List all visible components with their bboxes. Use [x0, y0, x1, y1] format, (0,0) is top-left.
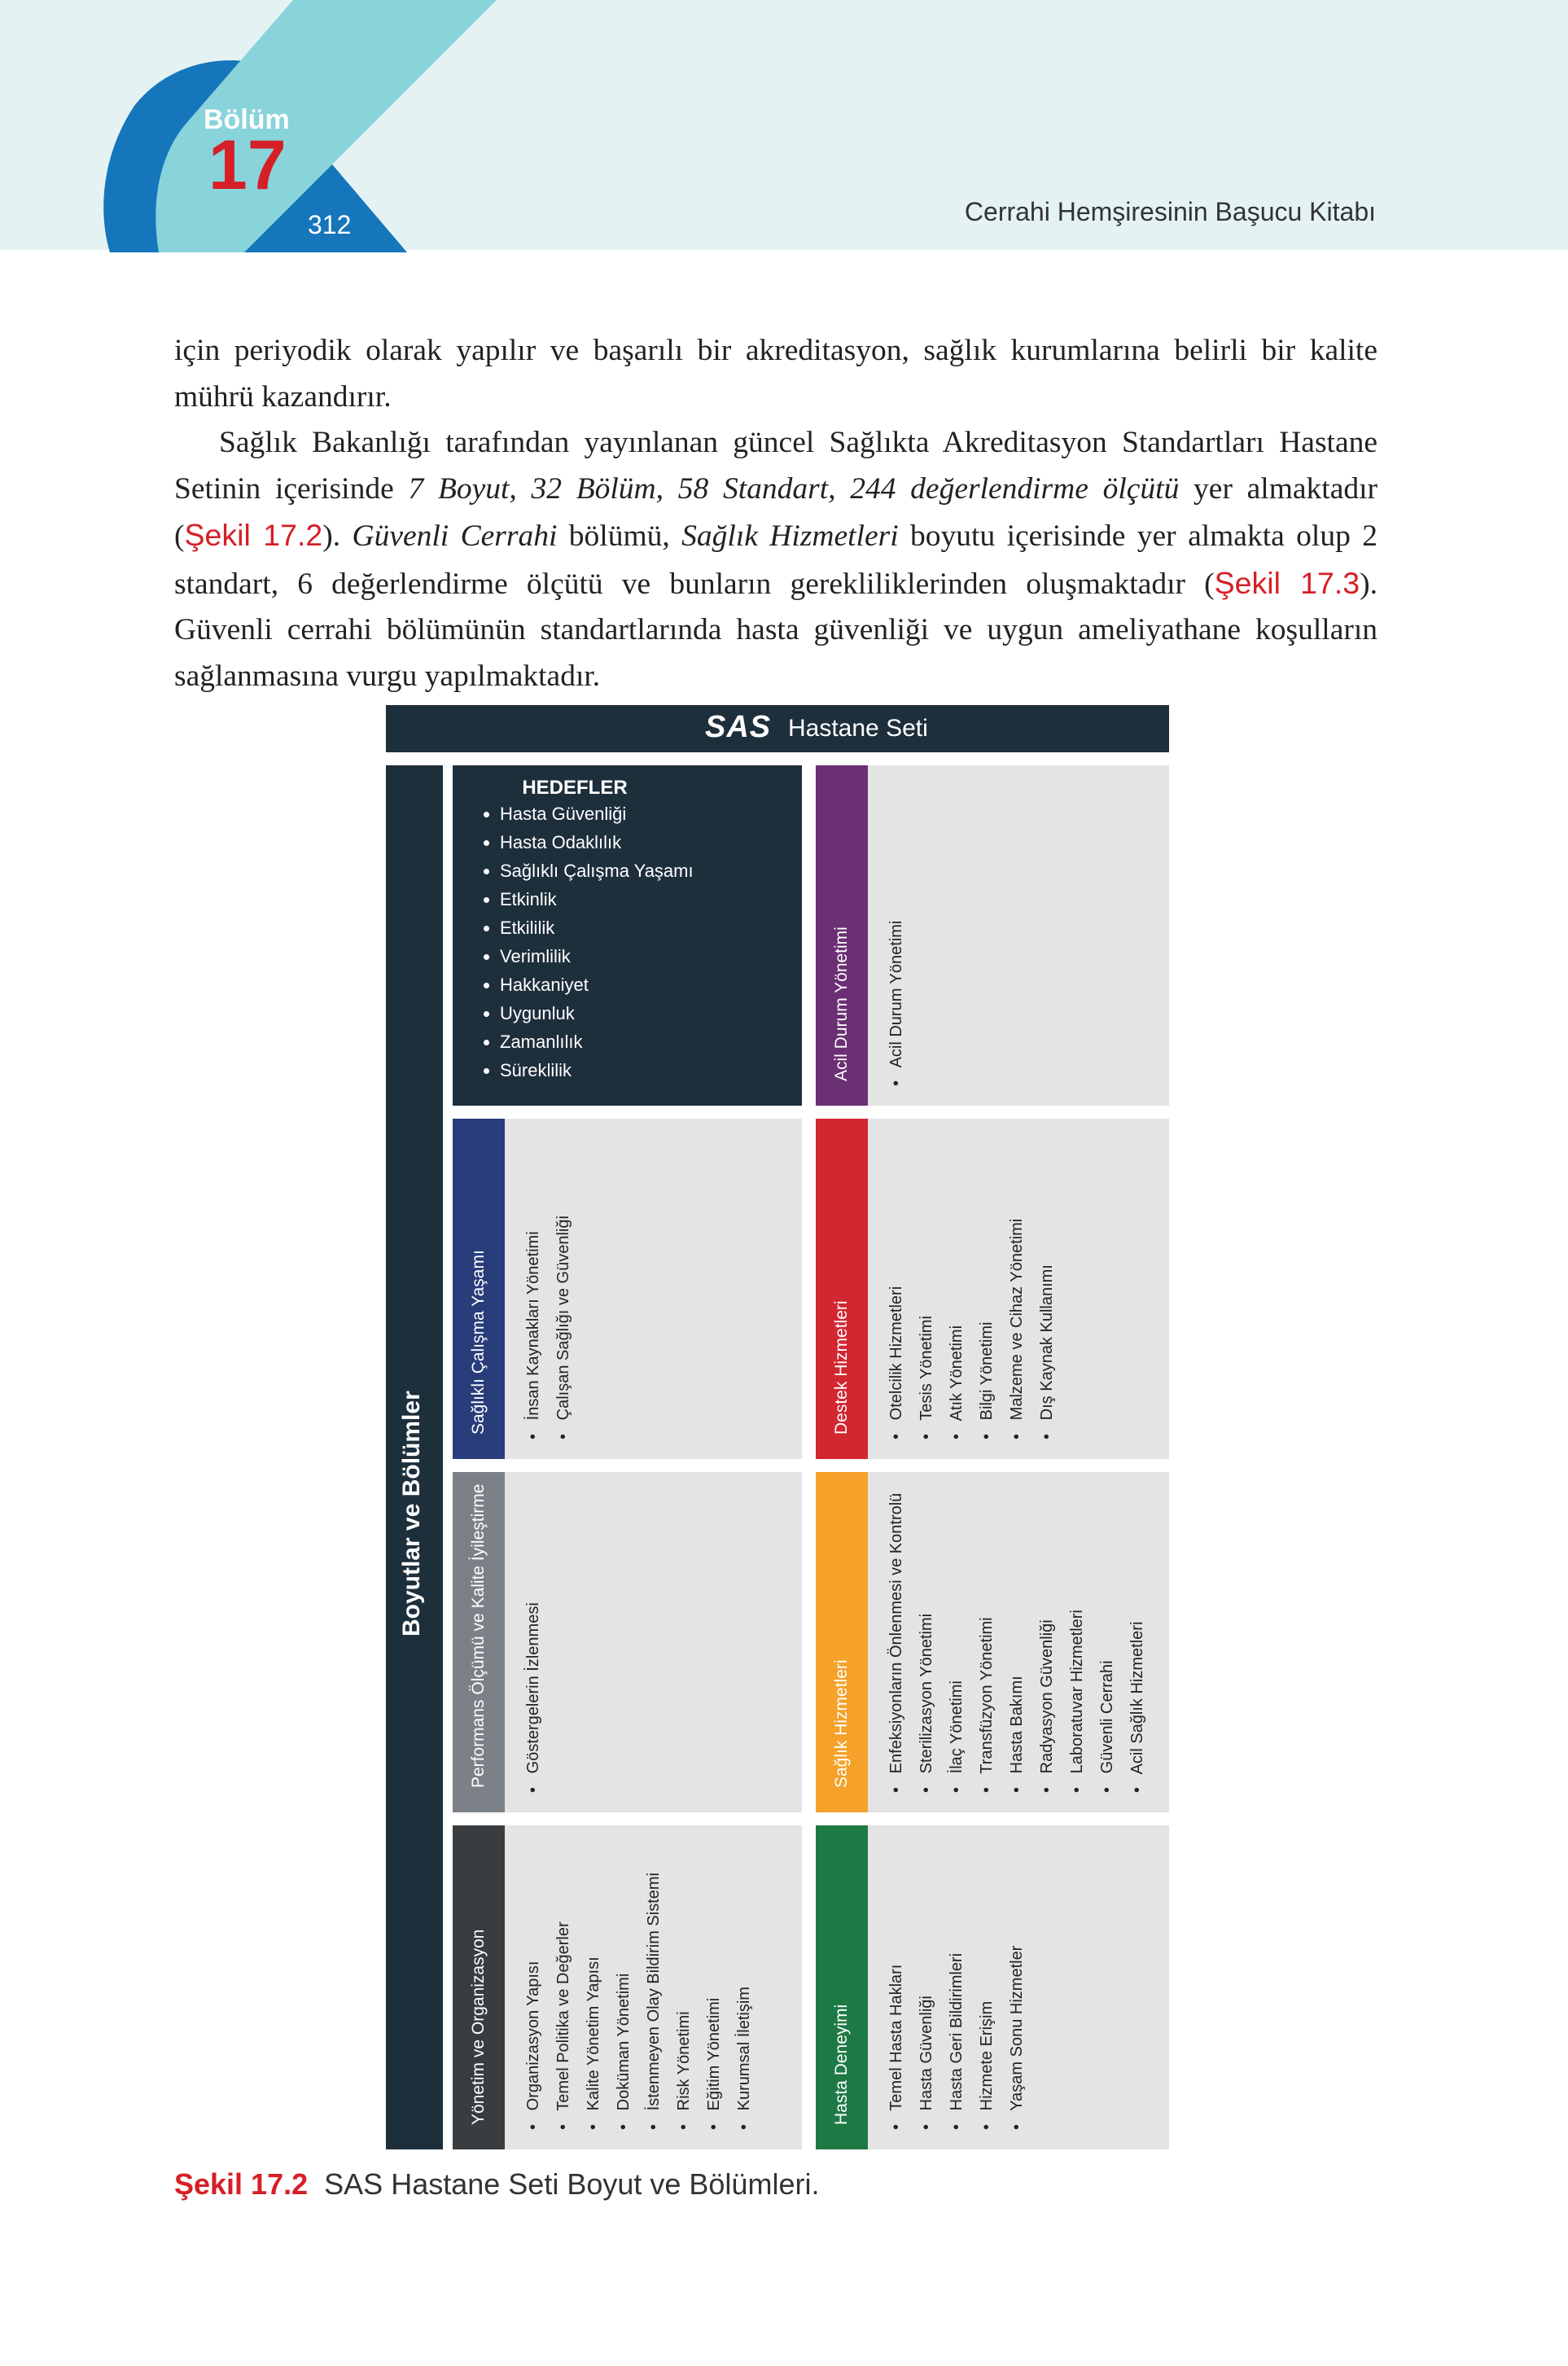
section-item: • Doküman Yönetimi — [615, 1973, 633, 2130]
chapter-number: 17 — [208, 126, 287, 204]
text-run: ). Güvenli cerrahi bölümünün standartlarında hasta güvenliği ve uygun ameliyathane koşulların sağlanmasına vurgu yapılmaktadır. — [174, 567, 1377, 693]
dimension-name: Hasta Deneyimi — [832, 2004, 851, 2125]
dimension-panel — [453, 1472, 802, 1812]
dimension-name: Yönetim ve Organizasyon — [469, 1929, 488, 2125]
section-item: • Kurumsal İletişim — [735, 1987, 753, 2130]
dimension-strip — [816, 1825, 868, 2149]
dimension-strip — [816, 765, 868, 1106]
text-run: bölümü, — [557, 519, 682, 553]
dimension-strip — [816, 1472, 868, 1812]
dimension-panel — [816, 1472, 1169, 1812]
section-item: • Göstergelerin İzlenmesi — [524, 1602, 542, 1793]
section-item: • Laboratuvar Hizmetleri — [1068, 1610, 1086, 1793]
caption-text: SAS Hastane Seti Boyut ve Bölümleri. — [324, 2167, 820, 2201]
section-item: • Hasta Güvenliği — [918, 1996, 935, 2130]
section-item: • Yaşam Sonu Hizmetler — [1008, 1945, 1026, 2130]
goal-item: • Süreklilik — [500, 1056, 694, 1084]
dimension-strip — [453, 1825, 505, 2149]
dimension-name: Acil Durum Yönetimi — [832, 927, 851, 1081]
section-item: • Eğitim Yönetimi — [705, 1997, 723, 2130]
goal-item: • Etkililik — [500, 914, 694, 942]
goal-item: • Hakkaniyet — [500, 970, 694, 999]
section-item: • Malzeme ve Cihaz Yönetimi — [1008, 1218, 1026, 1439]
text-run-italic: 7 Boyut, 32 Bölüm, 58 Standart, 244 değerlendirme ölçütü — [408, 471, 1180, 506]
goals-box — [453, 765, 802, 1106]
text-run: yer almaktadır ( — [174, 471, 1377, 553]
figure-title: Hastane Seti — [788, 715, 928, 742]
chapter-label: Bölüm — [204, 104, 290, 135]
figure-title-bar — [386, 705, 1169, 752]
section-item: • Organizasyon Yapısı — [524, 1961, 542, 2130]
section-item: • Hasta Bakımı — [1008, 1676, 1026, 1793]
goal-item: • Uygunluk — [500, 999, 694, 1027]
figure-ref-17-2[interactable]: Şekil 17.2 — [184, 518, 323, 552]
sas-figure — [386, 705, 1169, 2149]
goals-title: HEDEFLER — [522, 777, 628, 799]
section-item: • Otelcilik Hizmetleri — [887, 1286, 905, 1439]
dimension-panel — [453, 1825, 802, 2149]
book-title: Cerrahi Hemşiresinin Başucu Kitabı — [964, 197, 1376, 226]
section-item: • Bilgi Yönetimi — [978, 1321, 996, 1439]
section-item: • İnsan Kaynakları Yönetimi — [524, 1231, 542, 1439]
section-item: • Atık Yönetimi — [948, 1325, 966, 1439]
section-item: • Tesis Yönetimi — [918, 1316, 935, 1439]
side-label: Boyutlar ve Bölümler — [398, 1391, 425, 1636]
section-item: • Sterilizasyon Yönetimi — [918, 1613, 935, 1793]
section-item: • İlaç Yönetimi — [948, 1680, 966, 1793]
dimension-panel — [816, 1825, 1169, 2149]
text-run: boyutu içerisinde yer almakta olup 2 standart, 6 değerlendirme ölçütü ve bunların gerekliliklerinden oluşmaktadır ( — [174, 519, 1377, 601]
goal-item: • Verimlilik — [500, 942, 694, 970]
figure-ref-17-3[interactable]: Şekil 17.3 — [1214, 565, 1360, 600]
dimension-panel — [816, 1119, 1169, 1459]
dimension-strip — [453, 1119, 505, 1459]
figure-caption — [174, 2167, 819, 2202]
body-text — [174, 328, 1377, 699]
section-item: • Çalışan Sağlığı ve Güvenliği — [554, 1216, 572, 1439]
dimension-strip — [453, 1472, 505, 1812]
page-number: 312 — [308, 210, 352, 239]
text-run: ). — [322, 519, 353, 553]
goals-list — [453, 800, 694, 1084]
section-item: • Temel Hasta Hakları — [887, 1964, 905, 2130]
dimension-name: Sağlık Hizmetleri — [832, 1659, 851, 1788]
section-item: • Acil Sağlık Hizmetleri — [1128, 1621, 1146, 1793]
text-run: Sağlık Bakanlığı tarafından yayınlanan güncel Sağlıkta Akreditasyon Standartları Hastane Setinin içerisinde — [174, 426, 1377, 506]
section-item: • Kalite Yönetim Yapısı — [585, 1956, 602, 2130]
dimension-panel — [453, 1119, 802, 1459]
caption-label: Şekil 17.2 — [174, 2167, 309, 2201]
sas-logo: SAS — [705, 710, 772, 744]
side-bar — [386, 765, 443, 2149]
goal-item: • Zamanlılık — [500, 1027, 694, 1056]
section-item: • Güvenli Cerrahi — [1098, 1660, 1116, 1793]
dimension-name: Destek Hizmetleri — [832, 1300, 851, 1435]
goal-item: • Etkinlik — [500, 885, 694, 914]
section-item: • Risk Yönetimi — [675, 2011, 693, 2130]
section-item: • Temel Politika ve Değerler — [554, 1921, 572, 2130]
dimension-panel — [816, 765, 1169, 1106]
paragraph-1: için periyodik olarak yapılır ve başarılı bir akreditasyon, sağlık kurumlarına belirli bir kalite mührü kazandırır. — [174, 334, 1377, 414]
section-item: • Acil Durum Yönetimi — [887, 920, 905, 1086]
section-item: • Radyasyon Güvenliği — [1038, 1619, 1056, 1793]
text-run-italic: Güvenli Cerrahi — [352, 519, 558, 553]
section-item: • Enfeksiyonların Önlenmesi ve Kontrolü — [887, 1492, 905, 1793]
dimension-name: Performans Ölçümü ve Kalite İyileştirme — [469, 1483, 488, 1788]
dimension-strip — [816, 1119, 868, 1459]
section-item: • Hizmete Erişim — [978, 2000, 996, 2130]
text-run-italic: Sağlık Hizmetleri — [681, 519, 899, 553]
section-item: • Dış Kaynak Kullanımı — [1038, 1264, 1056, 1439]
paragraph-2 — [174, 420, 1377, 699]
section-item: • Hasta Geri Bildirimleri — [948, 1952, 966, 2130]
goal-item: • Sağlıklı Çalışma Yaşamı — [500, 857, 694, 885]
dimension-name: Sağlıklı Çalışma Yaşamı — [469, 1250, 488, 1435]
section-item: • Transfüzyon Yönetimi — [978, 1617, 996, 1793]
goal-item: • Hasta Güvenliği — [500, 800, 694, 828]
goal-item: • Hasta Odaklılık — [500, 828, 694, 857]
section-item: • İstenmeyen Olay Bildirim Sistemi — [645, 1873, 663, 2130]
